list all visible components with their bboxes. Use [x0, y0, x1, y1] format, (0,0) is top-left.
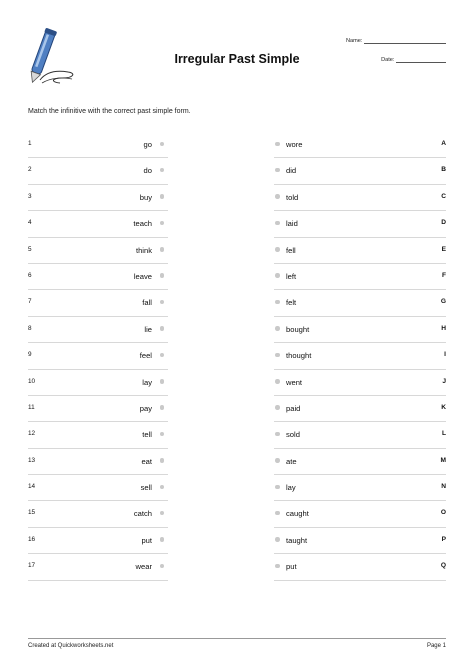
- answer-letter: P: [441, 535, 446, 543]
- match-dot-icon[interactable]: [160, 353, 165, 358]
- answer-letter: K: [441, 403, 446, 411]
- match-dot-icon[interactable]: [160, 511, 165, 516]
- answer-letter: J: [442, 377, 446, 385]
- past-simple-word: thought: [286, 351, 312, 361]
- past-simple-column: [274, 132, 446, 581]
- infinitive-row: [28, 475, 168, 501]
- item-number: 8: [28, 324, 32, 332]
- past-simple-row: [274, 238, 446, 264]
- past-simple-row: [274, 290, 446, 316]
- infinitive-word: leave: [133, 271, 152, 281]
- infinitive-row: [28, 343, 168, 369]
- past-simple-row: [274, 396, 446, 422]
- infinitive-row: [28, 185, 168, 211]
- match-dot-icon[interactable]: [160, 564, 165, 569]
- infinitive-row: [28, 264, 168, 290]
- name-label: Name:: [345, 38, 363, 44]
- instruction-text: Match the infinitive with the correct past simple form.: [28, 108, 191, 115]
- past-simple-word: felt: [286, 298, 297, 308]
- answer-letter: G: [440, 298, 446, 306]
- past-simple-word: left: [286, 271, 297, 281]
- item-number: 12: [28, 430, 36, 438]
- past-simple-row: [274, 422, 446, 448]
- past-simple-word: wore: [286, 140, 303, 149]
- answer-letter: F: [441, 271, 446, 279]
- answer-letter: I: [444, 351, 446, 359]
- match-dot-icon[interactable]: [275, 511, 280, 516]
- name-field[interactable]: [346, 37, 446, 44]
- match-dot-icon[interactable]: [160, 485, 165, 490]
- infinitive-word: feel: [139, 351, 152, 361]
- match-dot-icon[interactable]: [160, 326, 165, 331]
- infinitive-row: [28, 501, 168, 527]
- page-title: Irregular Past Simple: [174, 52, 300, 66]
- answer-letter: Q: [440, 562, 446, 570]
- match-dot-icon[interactable]: [160, 194, 165, 199]
- item-number: 16: [28, 535, 36, 543]
- infinitive-row: [28, 554, 168, 580]
- past-simple-word: went: [286, 377, 303, 387]
- past-simple-row: [274, 475, 446, 501]
- match-dot-icon[interactable]: [275, 300, 280, 305]
- past-simple-word: ate: [286, 456, 297, 466]
- infinitive-word: lie: [144, 324, 152, 334]
- past-simple-word: paid: [286, 403, 301, 413]
- match-dot-icon[interactable]: [275, 194, 280, 199]
- past-simple-row: [274, 343, 446, 369]
- match-dot-icon[interactable]: [160, 537, 165, 542]
- past-simple-row: [274, 449, 446, 475]
- match-dot-icon[interactable]: [160, 379, 165, 384]
- answer-letter: N: [441, 483, 446, 491]
- answer-letter: M: [440, 456, 446, 464]
- infinitive-row: [28, 238, 168, 264]
- past-simple-word: fell: [286, 245, 296, 255]
- infinitive-row: [28, 132, 168, 158]
- infinitive-column: [28, 132, 168, 581]
- match-dot-icon[interactable]: [275, 564, 280, 569]
- past-simple-word: taught: [286, 535, 308, 545]
- item-number: 3: [28, 192, 32, 200]
- answer-letter: C: [441, 192, 446, 200]
- item-number: 4: [28, 219, 32, 227]
- match-dot-icon[interactable]: [275, 221, 280, 226]
- item-number: 1: [28, 140, 32, 147]
- past-simple-row: [274, 554, 446, 580]
- match-dot-icon[interactable]: [275, 353, 280, 358]
- past-simple-word: put: [286, 562, 297, 572]
- infinitive-word: wear: [135, 562, 152, 572]
- answer-letter: H: [441, 324, 446, 332]
- infinitive-word: go: [143, 140, 152, 149]
- past-simple-row: [274, 211, 446, 237]
- item-number: 6: [28, 271, 32, 279]
- past-simple-row: [274, 158, 446, 184]
- date-label: Date:: [381, 57, 395, 63]
- past-simple-word: laid: [286, 219, 298, 229]
- footer-credit: Created at Quickworksheets.net: [28, 643, 114, 649]
- item-number: 10: [28, 377, 36, 385]
- infinitive-row: [28, 158, 168, 184]
- infinitive-word: pay: [139, 403, 152, 413]
- past-simple-row: [274, 185, 446, 211]
- infinitive-word: buy: [139, 192, 152, 202]
- infinitive-row: [28, 528, 168, 554]
- infinitive-row: [28, 211, 168, 237]
- item-number: 17: [28, 562, 36, 570]
- page-number: Page 1: [426, 643, 446, 649]
- past-simple-row: [274, 528, 446, 554]
- match-dot-icon[interactable]: [160, 168, 165, 173]
- match-dot-icon[interactable]: [160, 221, 165, 226]
- match-dot-icon[interactable]: [275, 537, 280, 542]
- infinitive-word: fall: [142, 298, 152, 308]
- item-number: 5: [28, 245, 32, 253]
- infinitive-word: tell: [142, 430, 152, 440]
- infinitive-word: think: [135, 245, 152, 255]
- match-dot-icon[interactable]: [160, 458, 165, 463]
- infinitive-row: [28, 317, 168, 343]
- match-dot-icon[interactable]: [275, 485, 280, 490]
- answer-letter: E: [441, 245, 446, 253]
- infinitive-row: [28, 290, 168, 316]
- match-dot-icon[interactable]: [160, 142, 165, 147]
- past-simple-word: did: [286, 166, 297, 176]
- past-simple-word: bought: [286, 324, 310, 334]
- past-simple-row: [274, 501, 446, 527]
- match-dot-icon[interactable]: [275, 273, 280, 278]
- infinitive-word: catch: [133, 509, 152, 519]
- match-dot-icon[interactable]: [275, 142, 280, 147]
- infinitive-word: sell: [140, 483, 152, 493]
- past-simple-word: lay: [286, 483, 296, 493]
- answer-letter: O: [440, 509, 446, 517]
- item-number: 2: [28, 166, 32, 174]
- match-dot-icon[interactable]: [275, 458, 280, 463]
- infinitive-word: eat: [141, 456, 152, 466]
- match-dot-icon[interactable]: [275, 247, 280, 252]
- infinitive-word: teach: [133, 219, 152, 229]
- infinitive-word: lay: [142, 377, 152, 387]
- infinitive-row: [28, 370, 168, 396]
- infinitive-row: [28, 422, 168, 448]
- past-simple-row: [274, 132, 446, 158]
- footer-divider: [28, 638, 446, 639]
- item-number: 14: [28, 483, 36, 491]
- item-number: 15: [28, 509, 36, 517]
- answer-letter: A: [441, 140, 446, 147]
- item-number: 7: [28, 298, 32, 306]
- answer-letter: D: [441, 219, 446, 227]
- match-dot-icon[interactable]: [275, 432, 280, 437]
- infinitive-word: put: [141, 535, 152, 545]
- date-line: [396, 56, 446, 63]
- answer-letter: L: [441, 430, 446, 438]
- past-simple-word: told: [286, 192, 299, 202]
- date-field[interactable]: [381, 56, 446, 63]
- infinitive-word: do: [143, 166, 152, 176]
- answer-letter: B: [441, 166, 446, 174]
- match-dot-icon[interactable]: [160, 247, 165, 252]
- past-simple-row: [274, 370, 446, 396]
- match-dot-icon[interactable]: [275, 405, 280, 410]
- item-number: 11: [28, 403, 35, 411]
- infinitive-row: [28, 449, 168, 475]
- match-dot-icon[interactable]: [275, 379, 280, 384]
- past-simple-word: caught: [286, 509, 309, 519]
- match-dot-icon[interactable]: [275, 326, 280, 331]
- past-simple-row: [274, 317, 446, 343]
- item-number: 9: [28, 351, 32, 359]
- match-dot-icon[interactable]: [160, 300, 165, 305]
- infinitive-row: [28, 396, 168, 422]
- item-number: 13: [28, 456, 36, 464]
- match-dot-icon[interactable]: [160, 405, 165, 410]
- past-simple-word: sold: [286, 430, 300, 440]
- match-dot-icon[interactable]: [160, 432, 165, 437]
- past-simple-row: [274, 264, 446, 290]
- name-line: [364, 37, 446, 44]
- match-dot-icon[interactable]: [160, 273, 165, 278]
- match-dot-icon[interactable]: [275, 168, 280, 173]
